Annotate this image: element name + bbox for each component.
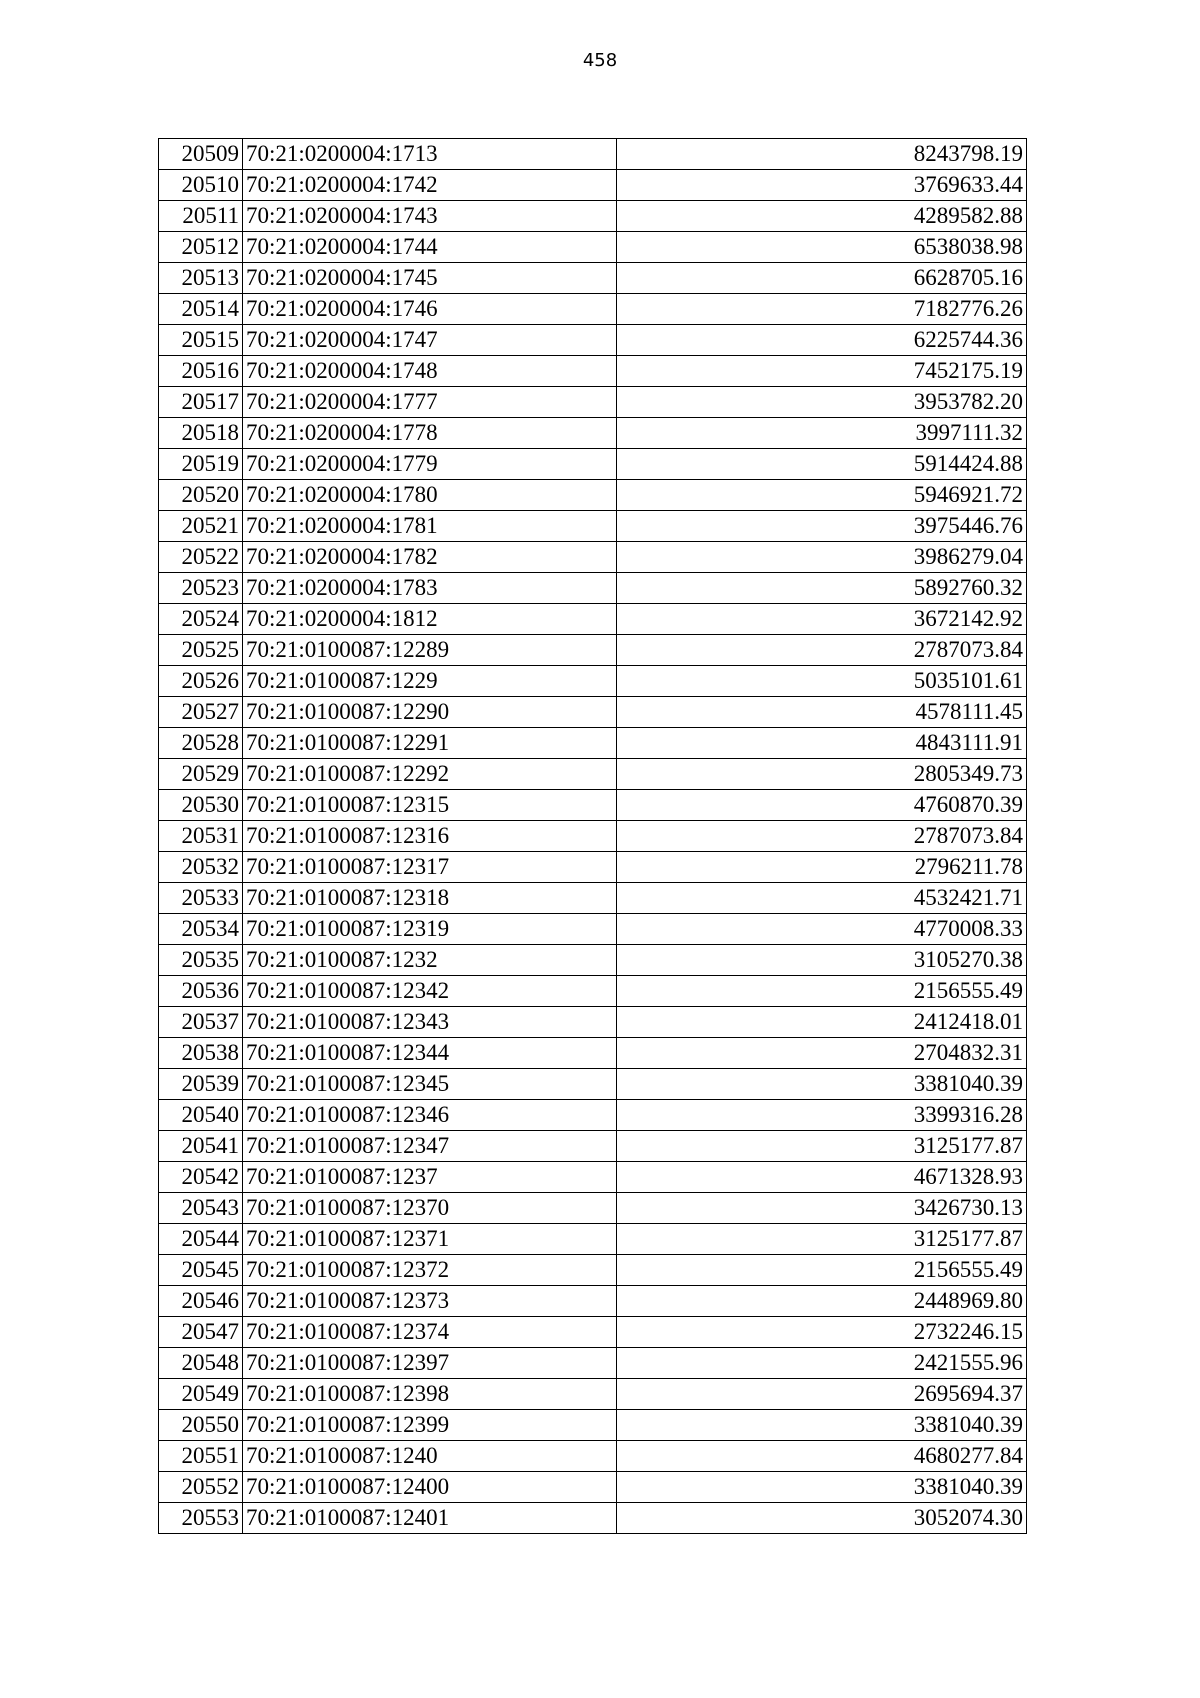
cadastral-number-cell: 70:21:0100087:12371 (243, 1224, 617, 1255)
table-row (159, 883, 1027, 914)
cadastral-number-cell: 70:21:0200004:1777 (243, 387, 617, 418)
row-number-cell: 20516 (159, 356, 243, 387)
cadastral-number-cell: 70:21:0200004:1748 (243, 356, 617, 387)
row-number-cell: 20543 (159, 1193, 243, 1224)
cadastral-number-cell: 70:21:0200004:1812 (243, 604, 617, 635)
table-row (159, 1348, 1027, 1379)
row-number-cell: 20527 (159, 697, 243, 728)
table-row (159, 821, 1027, 852)
cadastral-number-cell: 70:21:0200004:1747 (243, 325, 617, 356)
cadastral-number-cell: 70:21:0100087:12370 (243, 1193, 617, 1224)
value-cell: 2787073.84 (617, 635, 1027, 666)
row-number-cell: 20510 (159, 170, 243, 201)
row-number-cell: 20519 (159, 449, 243, 480)
row-number-cell: 20547 (159, 1317, 243, 1348)
cadastral-number-cell: 70:21:0100087:12291 (243, 728, 617, 759)
table-row (159, 1131, 1027, 1162)
value-cell: 3953782.20 (617, 387, 1027, 418)
table-row (159, 573, 1027, 604)
value-cell: 3105270.38 (617, 945, 1027, 976)
table-row (159, 1255, 1027, 1286)
value-cell: 2448969.80 (617, 1286, 1027, 1317)
row-number-cell: 20514 (159, 294, 243, 325)
value-cell: 4680277.84 (617, 1441, 1027, 1472)
row-number-cell: 20524 (159, 604, 243, 635)
cadastral-number-cell: 70:21:0100087:12398 (243, 1379, 617, 1410)
table-row (159, 1472, 1027, 1503)
value-cell: 3381040.39 (617, 1472, 1027, 1503)
value-cell: 7452175.19 (617, 356, 1027, 387)
value-cell: 4760870.39 (617, 790, 1027, 821)
value-cell: 4289582.88 (617, 201, 1027, 232)
row-number-cell: 20530 (159, 790, 243, 821)
row-number-cell: 20535 (159, 945, 243, 976)
table-row (159, 387, 1027, 418)
cadastral-number-cell: 70:21:0100087:12374 (243, 1317, 617, 1348)
value-cell: 4770008.33 (617, 914, 1027, 945)
row-number-cell: 20544 (159, 1224, 243, 1255)
row-number-cell: 20511 (159, 201, 243, 232)
table-row (159, 201, 1027, 232)
value-cell: 2732246.15 (617, 1317, 1027, 1348)
value-cell: 3426730.13 (617, 1193, 1027, 1224)
row-number-cell: 20522 (159, 542, 243, 573)
value-cell: 7182776.26 (617, 294, 1027, 325)
value-cell: 3399316.28 (617, 1100, 1027, 1131)
cadastral-number-cell: 70:21:0100087:12343 (243, 1007, 617, 1038)
value-cell: 6538038.98 (617, 232, 1027, 263)
cadastral-number-cell: 70:21:0100087:12347 (243, 1131, 617, 1162)
table-row (159, 356, 1027, 387)
value-cell: 3672142.92 (617, 604, 1027, 635)
table-row (159, 852, 1027, 883)
table-row (159, 139, 1027, 170)
table-row (159, 914, 1027, 945)
row-number-cell: 20517 (159, 387, 243, 418)
cadastral-value-table (158, 138, 1027, 1534)
value-cell: 5914424.88 (617, 449, 1027, 480)
value-cell: 3052074.30 (617, 1503, 1027, 1534)
table-row (159, 1286, 1027, 1317)
table-row (159, 604, 1027, 635)
cadastral-number-cell: 70:21:0100087:12345 (243, 1069, 617, 1100)
table-row (159, 1379, 1027, 1410)
cadastral-number-cell: 70:21:0200004:1742 (243, 170, 617, 201)
cadastral-number-cell: 70:21:0100087:12373 (243, 1286, 617, 1317)
value-cell: 2156555.49 (617, 1255, 1027, 1286)
value-cell: 2704832.31 (617, 1038, 1027, 1069)
table-row (159, 1100, 1027, 1131)
cadastral-number-cell: 70:21:0200004:1744 (243, 232, 617, 263)
value-cell: 3975446.76 (617, 511, 1027, 542)
table-row (159, 697, 1027, 728)
table-row (159, 728, 1027, 759)
cadastral-number-cell: 70:21:0100087:12401 (243, 1503, 617, 1534)
value-cell: 2156555.49 (617, 976, 1027, 1007)
table-row (159, 759, 1027, 790)
value-cell: 3769633.44 (617, 170, 1027, 201)
row-number-cell: 20532 (159, 852, 243, 883)
table-row (159, 294, 1027, 325)
table-row (159, 325, 1027, 356)
row-number-cell: 20539 (159, 1069, 243, 1100)
row-number-cell: 20531 (159, 821, 243, 852)
value-cell: 5892760.32 (617, 573, 1027, 604)
value-cell: 4671328.93 (617, 1162, 1027, 1193)
table-row (159, 666, 1027, 697)
row-number-cell: 20533 (159, 883, 243, 914)
cadastral-number-cell: 70:21:0100087:12315 (243, 790, 617, 821)
value-cell: 3125177.87 (617, 1131, 1027, 1162)
cadastral-number-cell: 70:21:0100087:12316 (243, 821, 617, 852)
row-number-cell: 20553 (159, 1503, 243, 1534)
table-row (159, 1317, 1027, 1348)
cadastral-number-cell: 70:21:0100087:1232 (243, 945, 617, 976)
table-row (159, 232, 1027, 263)
table-row (159, 511, 1027, 542)
table-row (159, 1038, 1027, 1069)
table-row (159, 418, 1027, 449)
value-cell: 2805349.73 (617, 759, 1027, 790)
cadastral-number-cell: 70:21:0100087:12399 (243, 1410, 617, 1441)
cadastral-number-cell: 70:21:0100087:12319 (243, 914, 617, 945)
table-row (159, 170, 1027, 201)
row-number-cell: 20548 (159, 1348, 243, 1379)
cadastral-number-cell: 70:21:0100087:12318 (243, 883, 617, 914)
cadastral-number-cell: 70:21:0100087:1229 (243, 666, 617, 697)
cadastral-number-cell: 70:21:0100087:12397 (243, 1348, 617, 1379)
value-cell: 2695694.37 (617, 1379, 1027, 1410)
row-number-cell: 20546 (159, 1286, 243, 1317)
cadastral-number-cell: 70:21:0200004:1745 (243, 263, 617, 294)
cadastral-number-cell: 70:21:0200004:1743 (243, 201, 617, 232)
row-number-cell: 20521 (159, 511, 243, 542)
cadastral-number-cell: 70:21:0200004:1783 (243, 573, 617, 604)
cadastral-number-cell: 70:21:0200004:1778 (243, 418, 617, 449)
cadastral-number-cell: 70:21:0100087:12372 (243, 1255, 617, 1286)
table-row (159, 790, 1027, 821)
row-number-cell: 20552 (159, 1472, 243, 1503)
cadastral-number-cell: 70:21:0100087:12346 (243, 1100, 617, 1131)
cadastral-number-cell: 70:21:0100087:12290 (243, 697, 617, 728)
table-row (159, 976, 1027, 1007)
cadastral-number-cell: 70:21:0200004:1746 (243, 294, 617, 325)
table-row (159, 263, 1027, 294)
cadastral-number-cell: 70:21:0100087:12289 (243, 635, 617, 666)
row-number-cell: 20545 (159, 1255, 243, 1286)
row-number-cell: 20520 (159, 480, 243, 511)
value-cell: 6628705.16 (617, 263, 1027, 294)
value-cell: 3381040.39 (617, 1069, 1027, 1100)
cadastral-number-cell: 70:21:0200004:1780 (243, 480, 617, 511)
value-cell: 4532421.71 (617, 883, 1027, 914)
value-cell: 4578111.45 (617, 697, 1027, 728)
row-number-cell: 20542 (159, 1162, 243, 1193)
row-number-cell: 20538 (159, 1038, 243, 1069)
table-row (159, 1224, 1027, 1255)
cadastral-number-cell: 70:21:0100087:1237 (243, 1162, 617, 1193)
value-cell: 5946921.72 (617, 480, 1027, 511)
value-cell: 2412418.01 (617, 1007, 1027, 1038)
row-number-cell: 20525 (159, 635, 243, 666)
row-number-cell: 20528 (159, 728, 243, 759)
value-cell: 4843111.91 (617, 728, 1027, 759)
table-row (159, 635, 1027, 666)
cadastral-number-cell: 70:21:0200004:1781 (243, 511, 617, 542)
value-cell: 3381040.39 (617, 1410, 1027, 1441)
value-cell: 3125177.87 (617, 1224, 1027, 1255)
value-cell: 6225744.36 (617, 325, 1027, 356)
row-number-cell: 20540 (159, 1100, 243, 1131)
table-body (159, 139, 1027, 1534)
row-number-cell: 20534 (159, 914, 243, 945)
cadastral-number-cell: 70:21:0100087:12400 (243, 1472, 617, 1503)
row-number-cell: 20551 (159, 1441, 243, 1472)
table-row (159, 1441, 1027, 1472)
row-number-cell: 20541 (159, 1131, 243, 1162)
cadastral-number-cell: 70:21:0100087:12317 (243, 852, 617, 883)
value-cell: 8243798.19 (617, 139, 1027, 170)
table-row (159, 1410, 1027, 1441)
row-number-cell: 20513 (159, 263, 243, 294)
cadastral-number-cell: 70:21:0200004:1779 (243, 449, 617, 480)
value-cell: 3997111.32 (617, 418, 1027, 449)
table-row (159, 449, 1027, 480)
row-number-cell: 20512 (159, 232, 243, 263)
cadastral-number-cell: 70:21:0100087:12342 (243, 976, 617, 1007)
value-cell: 3986279.04 (617, 542, 1027, 573)
cadastral-number-cell: 70:21:0100087:12344 (243, 1038, 617, 1069)
value-cell: 2421555.96 (617, 1348, 1027, 1379)
cadastral-number-cell: 70:21:0100087:1240 (243, 1441, 617, 1472)
table-row (159, 1069, 1027, 1100)
table-row (159, 1503, 1027, 1534)
table-row (159, 480, 1027, 511)
row-number-cell: 20550 (159, 1410, 243, 1441)
page-number: 458 (582, 50, 618, 71)
table-row (159, 1162, 1027, 1193)
cadastral-number-cell: 70:21:0200004:1713 (243, 139, 617, 170)
table-row (159, 1193, 1027, 1224)
row-number-cell: 20536 (159, 976, 243, 1007)
row-number-cell: 20549 (159, 1379, 243, 1410)
value-cell: 5035101.61 (617, 666, 1027, 697)
row-number-cell: 20526 (159, 666, 243, 697)
row-number-cell: 20509 (159, 139, 243, 170)
cadastral-number-cell: 70:21:0200004:1782 (243, 542, 617, 573)
row-number-cell: 20537 (159, 1007, 243, 1038)
cadastral-number-cell: 70:21:0100087:12292 (243, 759, 617, 790)
row-number-cell: 20529 (159, 759, 243, 790)
table-row (159, 945, 1027, 976)
table-row (159, 1007, 1027, 1038)
row-number-cell: 20515 (159, 325, 243, 356)
row-number-cell: 20518 (159, 418, 243, 449)
value-cell: 2796211.78 (617, 852, 1027, 883)
row-number-cell: 20523 (159, 573, 243, 604)
value-cell: 2787073.84 (617, 821, 1027, 852)
table-row (159, 542, 1027, 573)
